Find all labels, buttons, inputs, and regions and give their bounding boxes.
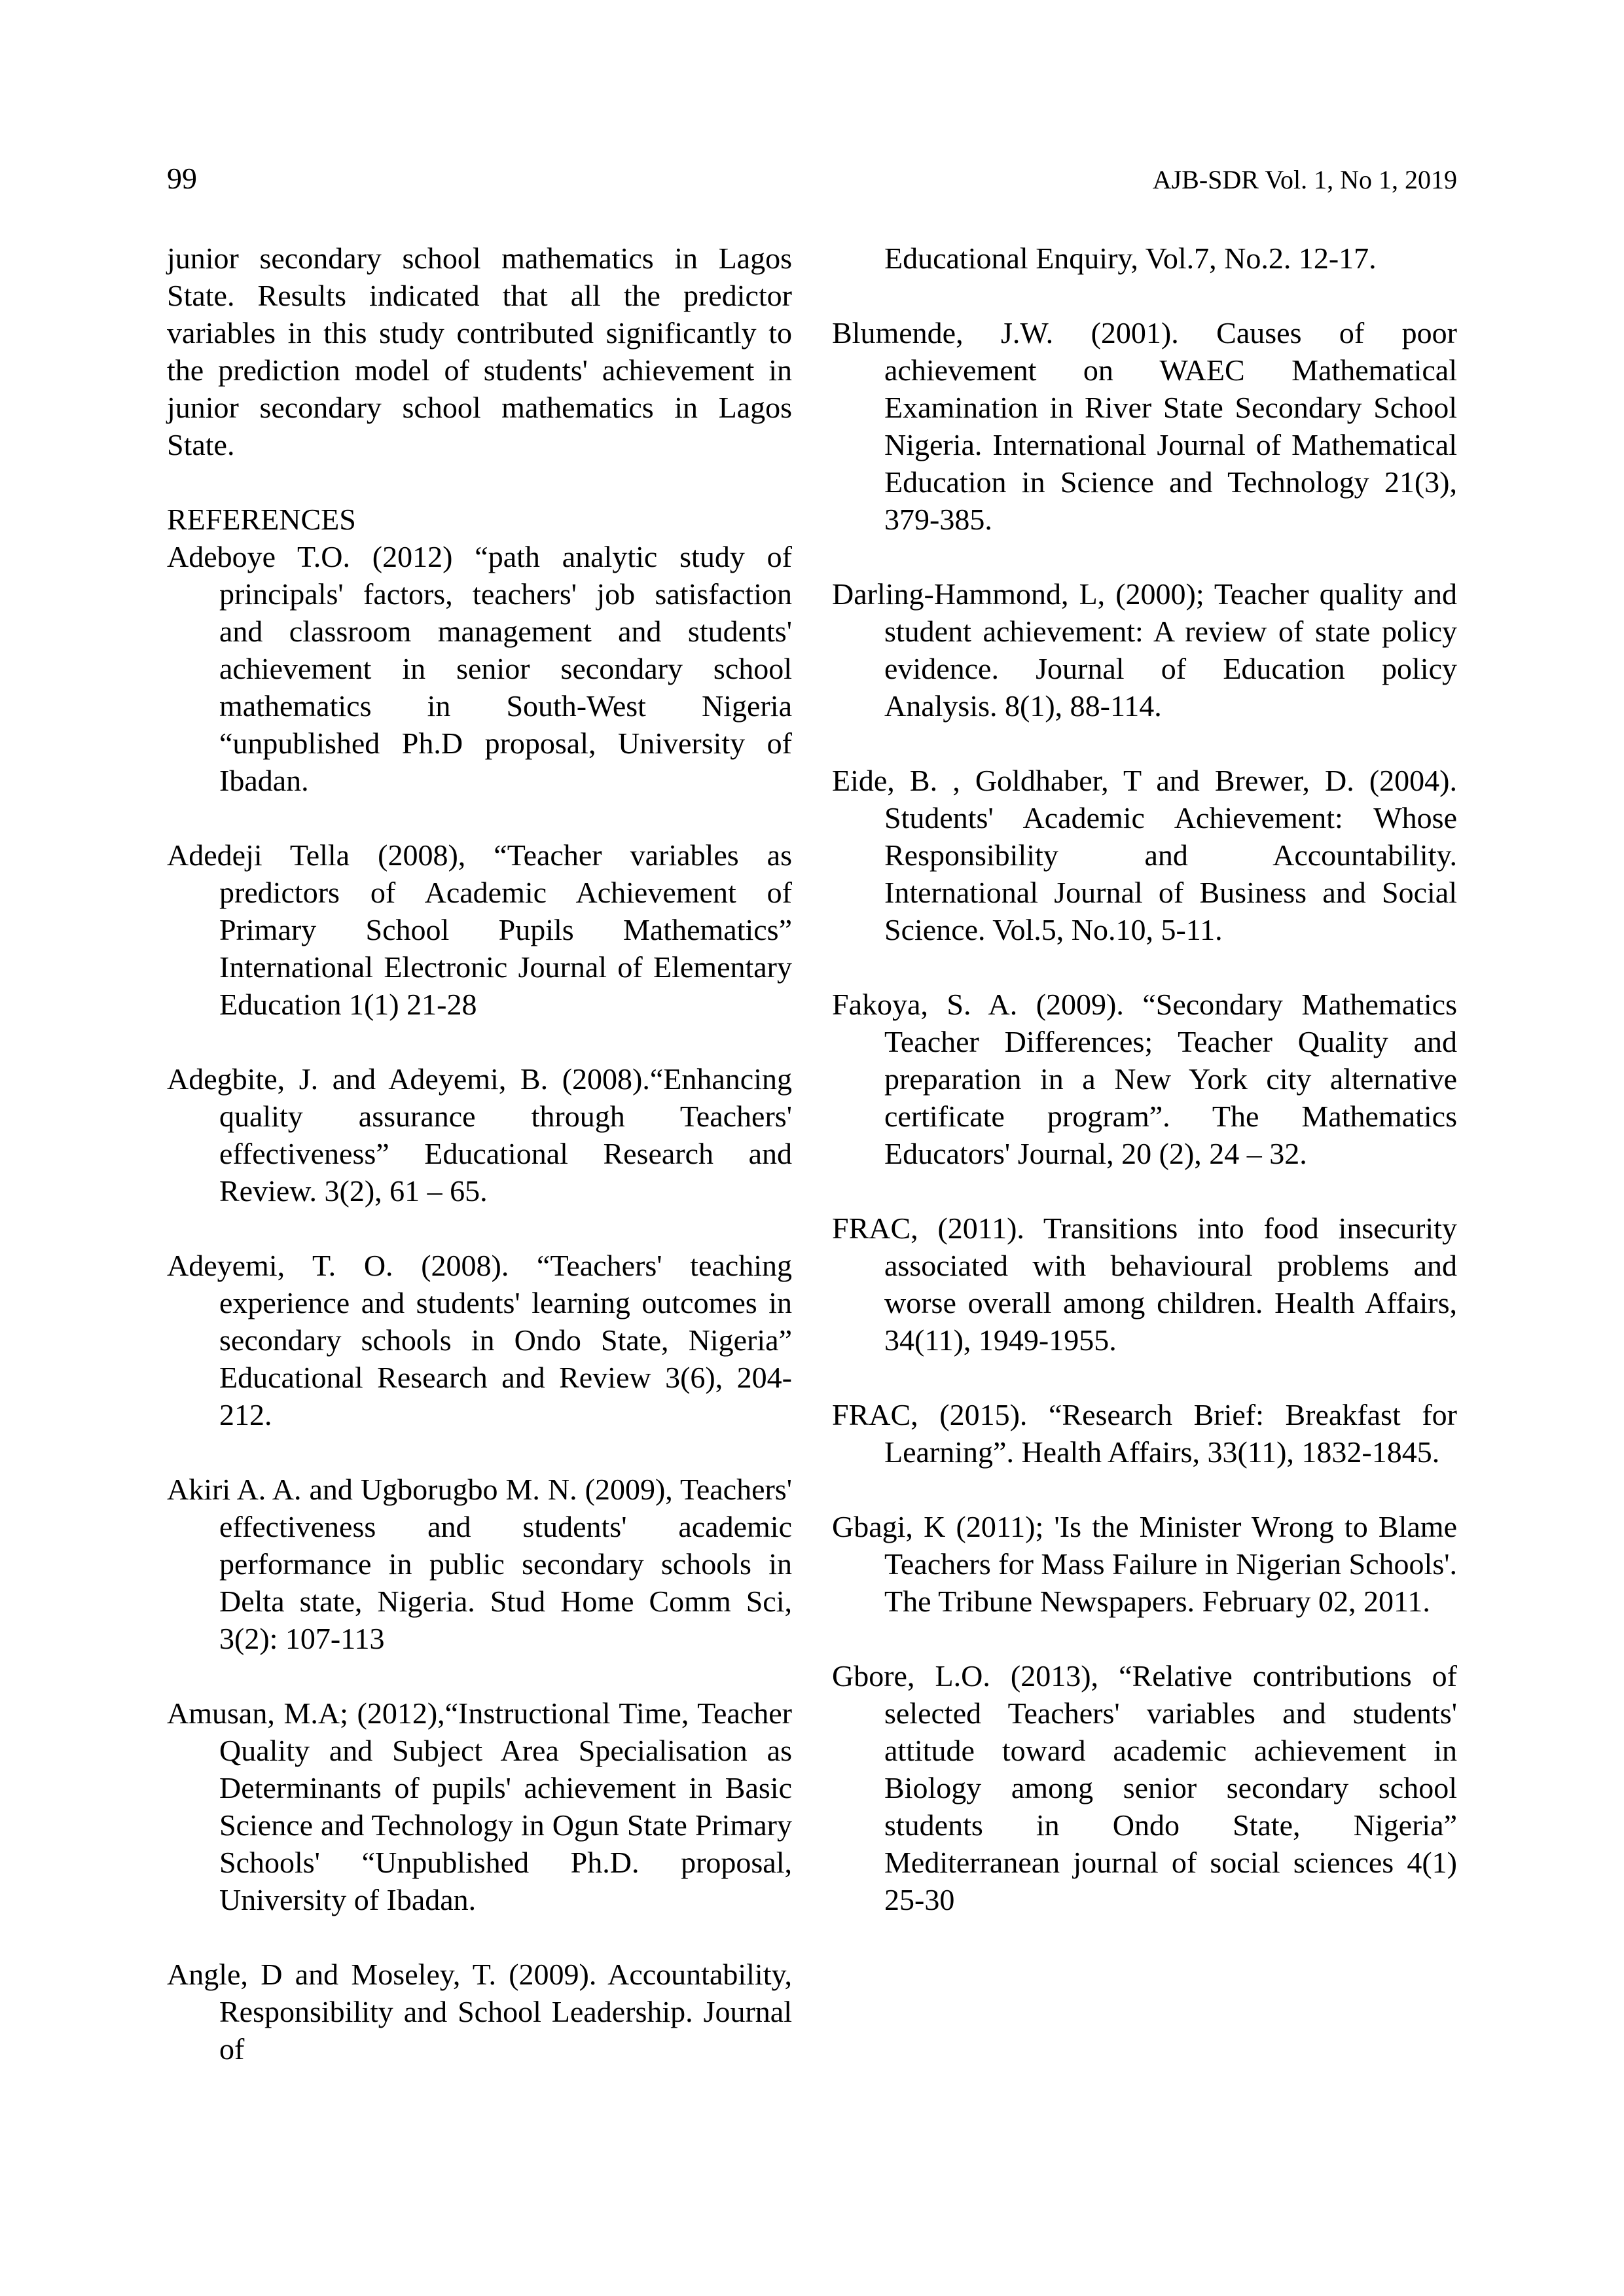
references-heading: REFERENCES <box>167 503 356 536</box>
reference-entry: Amusan, M.A; (2012),“Instructional Time, Teacher Quality and Subject Area Specialisation as Determinants of pupils' achievement in Basic Science and Technology in Ogun State Primary Schools' “Unpublished Ph.D. proposal, University of Ibadan. <box>167 1696 792 1916</box>
reference-entry: Angle, D and Moseley, T. (2009). Accountability, Responsibility and School Leadership. Journal of <box>167 1958 792 2066</box>
reference-entry: Educational Enquiry, Vol.7, No.2. 12-17. <box>884 242 1377 275</box>
reference-entry: Adeboye T.O. (2012) “path analytic study of principals' factors, teachers' job satisfaction and classroom management and students' achievement in senior secondary school mathematics in South-West Nigeria “unpublished Ph.D proposal, University of Ibadan. <box>167 540 792 797</box>
left-column <box>167 240 792 2068</box>
reference-entry: Adegbite, J. and Adeyemi, B. (2008).“Enhancing quality assurance through Teachers' effectiveness” Educational Research and Review. 3(2), 61 – 65. <box>167 1062 792 1208</box>
reference-entry: Gbore, L.O. (2013), “Relative contributions of selected Teachers' variables and students' attitude toward academic achievement in Biology among senior secondary school students in Ondo State, Nigeria” Mediterranean journal of social sciences 4(1) 25-30 <box>832 1659 1457 1916</box>
page-header <box>167 162 1457 196</box>
right-column <box>832 240 1457 2068</box>
reference-entry: Darling-Hammond, L, (2000); Teacher quality and student achievement: A review of state policy evidence. Journal of Education policy Analysis. 8(1), 88-114. <box>832 577 1457 723</box>
intro-paragraph: junior secondary school mathematics in Lagos State. Results indicated that all the predictor variables in this study contributed significantly to the prediction model of students' achievement in junior secondary school mathematics in Lagos State. <box>167 242 792 461</box>
reference-entry: Fakoya, S. A. (2009). “Secondary Mathematics Teacher Differences; Teacher Quality and preparation in a New York city alternative certificate program”. The Mathematics Educators' Journal, 20 (2), 24 – 32. <box>832 988 1457 1170</box>
references-list-left <box>167 538 792 2068</box>
reference-entry: Akiri A. A. and Ugborugbo M. N. (2009), Teachers' effectiveness and students' academic performance in public secondary schools in Delta state, Nigeria. Stud Home Comm Sci, 3(2): 107-113 <box>167 1473 792 1655</box>
journal-volume-header: AJB-SDR Vol. 1, No 1, 2019 <box>1152 165 1457 194</box>
references-list-right <box>832 240 1457 1918</box>
reference-entry: Adedeji Tella (2008), “Teacher variables as predictors of Academic Achievement of Primary School Pupils Mathematics” International Electronic Journal of Elementary Education 1(1) 21-28 <box>167 838 792 1021</box>
reference-entry: FRAC, (2015). “Research Brief: Breakfast for Learning”. Health Affairs, 33(11), 1832-1845. <box>832 1398 1457 1469</box>
reference-entry: FRAC, (2011). Transitions into food insecurity associated with behavioural problems and worse overall among children. Health Affairs, 34(11), 1949-1955. <box>832 1211 1457 1357</box>
reference-entry: Gbagi, K (2011); 'Is the Minister Wrong to Blame Teachers for Mass Failure in Nigerian Schools'. The Tribune Newspapers. February 02, 2011. <box>832 1510 1458 1618</box>
reference-entry: Blumende, J.W. (2001). Causes of poor achievement on WAEC Mathematical Examination in River State Secondary School Nigeria. International Journal of Mathematical Education in Science and Technology 21(3), 379-385. <box>832 316 1457 536</box>
page-number: 99 <box>167 162 197 195</box>
two-column-body <box>167 240 1457 2068</box>
reference-entry: Adeyemi, T. O. (2008). “Teachers' teaching experience and students' learning outcomes in secondary schools in Ondo State, Nigeria” Educational Research and Review 3(6), 204-212. <box>167 1249 792 1431</box>
reference-entry: Eide, B. , Goldhaber, T and Brewer, D. (2004). Students' Academic Achievement: Whose Responsibility and Accountability. International Journal of Business and Social Science. Vol.5, No.10, 5-11. <box>832 764 1457 946</box>
